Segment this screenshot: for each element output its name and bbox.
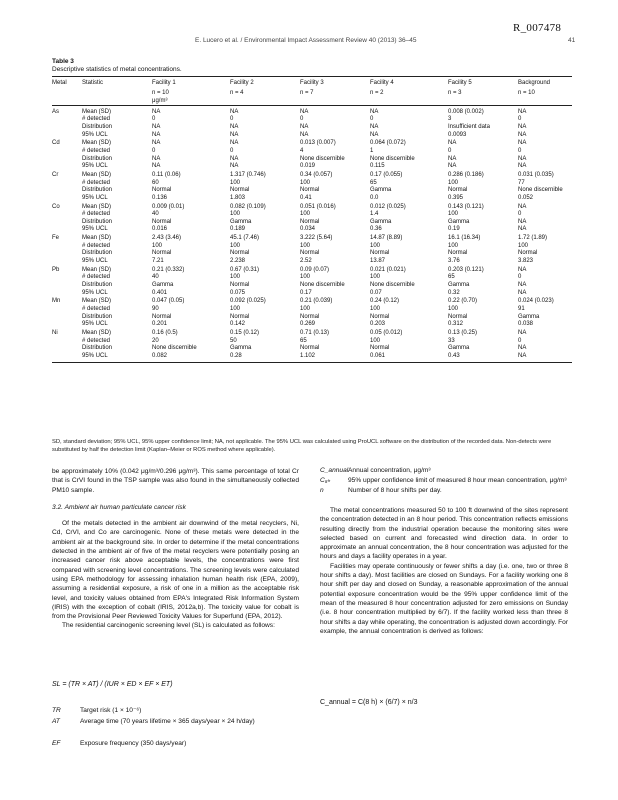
table-cell: 100 [448,306,459,312]
table-cell: # detected [82,179,111,186]
right-paragraph-2: Facilities may operate continuously or fewer shifts a day (i.e. one, two or three 8 hour shifts a day). Most facilities are closed on Sundays. For a facility working one 8 hour shift per day and closed on Sunday, a reasonable approximation of the annual potential exposure concentration would be the 95% upper confidence limit of the mean of the measured 8 hour concentration adjusted for zero emissions on Sunday (i.e. 8 hour concentration multiplied by 6/7). If the facility worked less than three 8 hour shifts a day while operating, the concentration is adjusted down accordingly. For example, the annual concentration is derived as follows: [320,562,569,635]
table-cell: Distribution [82,313,113,320]
table-metal-cell: Co [52,203,60,210]
table-cell: 90 [152,306,159,312]
table-cell: 0.0 [370,194,379,201]
table-header-cell: Background [518,80,551,86]
table-cell: 0.012 (0.025) [370,203,406,210]
table-cell: NA [518,155,527,162]
table-cell: 0 [518,116,522,123]
table-cell: 0.136 [152,194,168,201]
table-units-cell: μg/m³ [152,98,168,105]
table-cell: Gamma [448,218,470,225]
table-cell: 0.092 (0.025) [230,298,266,305]
table-cell: 0.312 [448,321,464,328]
table-n-cell: n = 2 [370,89,384,96]
table-cell: 77 [518,179,525,186]
table-cell: 0.67 (0.31) [230,266,260,273]
table-cell: 65 [300,337,307,344]
table-cell: 65 [370,179,377,186]
table-cell: Distribution [82,124,113,130]
left-paragraph-1: be approximately 10% (0.042 μg/m³/0.296 μg/m³). This same percentage of total Cr that is CrVI found in the TSP sample was also found in the simultaneously collected PM10 sample. [52,468,299,494]
definition-text: Target risk (1 × 10⁻⁶) [80,707,142,714]
table-cell: Gamma [448,345,470,352]
table-cell: Normal [518,250,538,257]
table-cell: # detected [82,211,111,218]
table-cell: 0.031 (0.035) [518,172,554,178]
table-cell: 0.009 (0.01) [152,203,185,210]
table-cell: Mean (SD) [82,330,112,336]
table-cell: 2.52 [300,258,312,264]
table-cell: 0.142 [230,321,246,328]
table-cell: 1.803 [230,194,246,201]
table-cell: 100 [370,337,381,344]
table-cell: 20 [152,337,159,344]
table-cell: 13.87 [370,258,386,264]
table-cell: 0.17 [300,289,312,296]
table-cell: 3 [448,116,452,123]
table-cell: 0.061 [370,352,386,359]
table-cell: 95% UCL [82,131,108,138]
table-cell: 0.395 [448,194,464,201]
table-cell: NA [300,108,309,115]
definition-symbol: AT [52,718,60,725]
table-cell: 0.189 [230,226,246,233]
table-cell: NA [518,330,527,336]
table-cell: 0.064 (0.072) [370,140,406,147]
table-metal-cell: Cd [52,140,60,147]
table-cell: Gamma [518,313,540,320]
table-cell: NA [518,140,527,147]
table-cell: Normal [152,218,172,225]
table-cell: NA [518,131,527,138]
right-paragraph-1: The metal concentrations measured 50 to 100 ft downwind of the sites represent the concentration detected in an 8 hour period. This concentration reflects emissions resulting directly from the industrial operation because the monitoring sites were selected based on current and forecasted wind direction data. In order to approximate an annual concentration, the 8 hour concentration was adjusted for the hours and days a facility operates in a year. [320,507,568,561]
table-cell: 40 [152,274,159,281]
table-cell: 0.15 (0.12) [230,330,260,336]
table-cell: 0 [370,116,374,123]
table-cell: 7.21 [152,258,164,264]
table-cell: 0.16 (0.5) [152,330,178,336]
table-cell: 100 [370,306,381,312]
bates-number: R_007478 [513,22,562,34]
table-cell: 0.203 (0.121) [448,266,484,273]
table-cell: Insufficient data [448,124,490,130]
table-cell: None discernible [152,345,197,352]
definition-text: Annual concentration, μg/m³ [348,467,431,474]
table-n-cell: n = 4 [230,89,244,96]
table-cell: # detected [82,306,111,312]
table-cell: Normal [230,250,250,257]
table-cell: NA [518,345,527,352]
table-cell: None discernible [300,155,345,162]
table-title: Table 3 [52,58,74,65]
table-cell: 0.22 (0.70) [448,298,478,305]
table-cell: Mean (SD) [82,172,112,178]
table-cell: NA [230,155,239,162]
table-cell: 91 [518,306,525,312]
table-cell: 0.013 (0.007) [300,140,336,147]
table-cell: 0 [518,211,522,218]
table-cell: 3.76 [448,258,460,264]
table-header-cell: Statistic [82,80,104,86]
table-cell: NA [518,124,527,130]
table-cell: 100 [448,242,459,249]
table-metal-cell: Fe [52,235,60,242]
table-cell: NA [518,266,527,273]
definition-text: 95% upper confidence limit of measured 8 hour mean concentration, μg/m³ [348,477,567,484]
table-cell: 100 [370,242,381,249]
table-cell: 100 [448,179,459,186]
table-cell: 14.87 (8.89) [370,235,403,242]
table-cell: 95% UCL [82,258,108,264]
table-cell: 0 [152,116,156,123]
section-heading: 3.2. Ambient air human particulate cancer risk [52,503,186,511]
table-cell: 60 [152,179,159,186]
table-cell: 0.008 (0.002) [448,108,484,115]
table-cell: Normal [370,313,390,320]
table-cell: Gamma [230,345,252,352]
table-cell: NA [300,124,309,130]
table-n-cell: n = 10 [152,89,169,96]
table-cell: Gamma [448,282,470,288]
table-rule [52,76,572,77]
table-cell: 0.203 [370,321,386,328]
table-metal-cell: Pb [52,266,60,273]
table-cell: Distribution [82,282,113,288]
table-cell: 95% UCL [82,321,108,328]
table-cell: Mean (SD) [82,266,112,273]
table-cell: NA [518,282,527,288]
table-cell: 0.32 [448,289,460,296]
table-cell: NA [230,163,239,170]
table-cell: 0.43 [448,352,460,359]
table-cell: 0.115 [370,163,385,170]
table-cell: Distribution [82,187,113,194]
left-column [52,467,299,631]
table-cell: Mean (SD) [82,140,112,147]
table-cell: 0.11 (0.06) [152,172,181,178]
table-header-cell: Facility 4 [370,80,394,86]
table-cell: NA [448,155,457,162]
table-cell: NA [370,108,379,115]
table-cell: NA [230,131,239,138]
table-cell: 0 [518,274,522,281]
table-n-cell: n = 7 [300,89,314,96]
running-head-text: E. Lucero et al. / Environmental Impact Assessment Review 40 (2013) 36–45 [195,37,417,44]
table-cell: 0.143 (0.121) [448,203,484,210]
table-cell: 0.24 (0.12) [370,298,400,305]
table-cell: 100 [230,274,241,281]
table-cell: 0.024 (0.023) [518,298,554,305]
table-cell: 100 [230,242,241,249]
table-cell: 95% UCL [82,163,108,170]
table-cell: NA [370,124,379,130]
table-cell: 0.34 (0.057) [300,172,333,178]
table-n-cell: n = 10 [518,89,535,96]
table-cell: 50 [230,337,237,344]
table-cell: Normal [230,313,250,320]
table-cell: NA [152,108,161,115]
definition-symbol: C₈ₕ [320,477,331,484]
left-paragraph-3: The residential carcinogenic screening level (SL) is calculated as follows: [62,622,275,630]
definition-symbol: EF [52,740,61,747]
table-cell: 100 [230,211,241,218]
table-cell: Normal [300,218,320,225]
table-cell: 65 [448,274,455,281]
page-number: 41 [568,37,576,44]
table-cell: Normal [230,282,250,288]
table-cell: NA [518,108,527,115]
table-cell: 0.082 [152,352,168,359]
table-cell: 0.0093 [448,131,467,138]
table-rule [52,362,572,363]
table-cell: NA [518,203,527,210]
table-cell: 0 [448,148,452,154]
table-cell: NA [370,131,379,138]
table-cell: 0.28 [230,352,242,359]
table-footnote: SD, standard deviation; 95% UCL, 95% upper confidence limit; NA, not applicable. The 95% UCL was calculated using ProUCL software on the distribution of the recorded data. Non-detects were substituted by half the detection limit (Kaplan–Meier or ROS method where applicable). [52,439,552,453]
table-cell: 0.038 [518,321,534,328]
table-cell: Normal [448,313,468,320]
table-cell: None discernible [518,187,563,194]
table-rule [52,105,572,106]
definition-symbol: TR [52,707,61,714]
table-cell: 0.401 [152,289,168,296]
table-cell: 0.269 [300,321,316,328]
table-cell: 0 [152,148,156,154]
table-cell: Normal [370,250,390,257]
table-cell: 100 [230,179,241,186]
table-cell: 0.286 (0.186) [448,172,484,178]
table-cell: Normal [300,345,320,352]
table-cell: Normal [370,345,390,352]
table-cell: NA [518,352,527,359]
table-header-cell: Facility 2 [230,80,254,86]
left-paragraph-2: Of the metals detected in the ambient air downwind of the metal recyclers, Ni, Cd, CrVI, and Co are carcinogenic. None of these metals were detected in the ambient air at the background site. In order to determine if the metal concentrations detected in the ambient air of five of the metal recyclers were potentially posing an increased cancer risk above acceptable levels, the concentrations were first compared with screening level concentrations. The screening levels were calculated using EPA methodology for assessing inhalation human health risk (EPA, 2009), assuming a residential exposure, a risk of one in a million as the acceptable risk level, and toxicity values obtained from EPA's Integrated Risk Information System (IRIS) with the exception of cobalt (IRIS, 2012a,b). The toxicity value for cobalt is from the Provisional Peer Reviewed Toxicity Values for Superfund (EPA, 2012). [52,520,299,621]
table-cell: NA [152,155,161,162]
table-header-cell: Metal [52,80,67,86]
table-cell: NA [152,140,161,147]
table-caption [52,58,182,74]
table-cell: 0.13 (0.25) [448,330,478,336]
table-cell: 0 [518,337,522,344]
table-cell: 16.1 (16.34) [448,235,481,242]
definition-text: Exposure frequency (350 days/year) [80,740,187,747]
table-cell: 95% UCL [82,194,108,201]
table-cell: Normal [230,187,250,194]
table-cell: 0.201 [152,321,168,328]
table-cell: Gamma [370,218,392,225]
table-cell: 33 [448,337,455,344]
table-cell: Distribution [82,250,113,257]
table-cell: 0.047 (0.05) [152,298,185,305]
table-cell: 0.17 (0.055) [370,172,403,178]
table-cell: 4 [300,148,304,154]
table-cell: 1.4 [370,211,379,218]
table-header-cell: Facility 5 [448,80,472,86]
table-cell: NA [518,289,527,296]
table-cell: Mean (SD) [82,203,112,210]
table-cell: None discernible [300,282,345,288]
table-cell: # detected [82,274,111,281]
table-cell: 0.19 [448,226,460,233]
annual-concentration-equation: C_annual = C(8 h) × (6/7) × n/3 [320,699,418,706]
table-cell: Gamma [370,187,392,194]
table-cell: 0.05 (0.012) [370,330,403,336]
table-metal-cell: Ni [52,330,58,336]
table-cell: 100 [300,274,311,281]
table-cell: 3.823 [518,258,534,264]
table-cell: 0.021 (0.021) [370,266,406,273]
table-cell: NA [230,124,239,130]
table-cell: Normal [152,313,172,320]
table-cell: Normal [300,313,320,320]
table-cell: NA [152,124,161,130]
table-cell: 1.102 [300,352,316,359]
table-cell: 1.72 (1.89) [518,235,548,242]
table-cell: NA [518,218,527,225]
table-cell: # detected [82,337,111,344]
table-cell: 100 [300,306,311,312]
table-cell: Normal [300,250,320,257]
table-cell: Distribution [82,218,113,225]
table-cell: Normal [152,250,172,257]
table-cell: Distribution [82,345,113,352]
table-cell: None discernible [370,282,415,288]
table-metal-cell: Cr [52,172,59,178]
table-cell: 0.051 (0.016) [300,203,336,210]
table-cell: Mean (SD) [82,235,112,242]
table-cell: Distribution [82,155,113,162]
table-cell: 45.1 (7.46) [230,235,260,242]
table-cell: 0 [230,148,234,154]
table-cell: 100 [370,274,381,281]
table-cell: NA [152,131,161,138]
table-cell: Normal [300,187,320,194]
table-cell: NA [230,140,239,147]
definition-text: Average time (70 years lifetime × 365 days/year × 24 h/day) [80,718,255,725]
table-cell: 100 [300,242,311,249]
table-cell: 0 [230,116,234,123]
definition-symbol: n [320,487,324,494]
table-metal-cell: As [52,108,60,115]
table-cell: 0.21 (0.332) [152,266,185,273]
table-header-cell: Facility 1 [152,80,176,86]
table-cell: Gamma [152,282,174,288]
table-cell: 1.317 (0.746) [230,172,266,178]
table-cell: 0.075 [230,289,246,296]
table-caption-text: Descriptive statistics of metal concentrations. [52,66,182,73]
table-cell: # detected [82,242,111,249]
table-header-cell: Facility 3 [300,80,324,86]
table-cell: 0.034 [300,226,316,233]
table-cell: 2.43 (3.46) [152,235,182,242]
table-cell: 0.71 (0.13) [300,330,330,336]
table-cell: Normal [448,250,468,257]
table-metal-cell: Mn [52,298,61,305]
definition-text: Number of 8 hour shifts per day. [348,487,442,494]
table-cell: 100 [152,242,163,249]
table-cell: 2.238 [230,258,246,264]
table-cell: 40 [152,211,159,218]
table-cell: NA [230,108,239,115]
table-cell: NA [448,140,457,147]
table-cell: 100 [230,306,241,312]
table-cell: 95% UCL [82,289,108,296]
table-cell: 0.09 (0.07) [300,266,330,273]
table-cell: 0.41 [300,194,312,201]
table-cell: 100 [448,211,459,218]
table-cell: NA [300,131,309,138]
table-cell: None discernible [370,155,415,162]
table-cell: Mean (SD) [82,298,112,305]
table-cell: Gamma [230,218,252,225]
table-cell: 95% UCL [82,352,108,359]
table-cell: NA [152,163,161,170]
table-cell: NA [518,226,527,233]
sl-equation: SL = (TR × AT) / (IUR × ED × EF × ET) [52,681,173,688]
table-cell: 0.019 [300,163,316,170]
table-cell: # detected [82,116,111,123]
table-cell: 100 [518,242,529,249]
table-cell: 0.052 [518,194,534,201]
table-cell: 100 [300,179,311,186]
table-cell: Normal [152,187,172,194]
table-cell: 0.21 (0.039) [300,298,333,305]
table-cell: Normal [448,187,468,194]
definition-symbol: C_annual [320,467,349,474]
table-cell: 1 [370,148,374,154]
table-cell: 100 [300,211,311,218]
table-cell: NA [448,163,457,170]
table-cell: 0 [518,148,522,154]
table-cell: 0 [300,116,304,123]
right-column [320,506,568,636]
table-cell: Mean (SD) [82,108,112,115]
table-cell: 0.36 [370,226,382,233]
table-cell: 0.07 [370,289,382,296]
table-cell: 0.016 [152,226,168,233]
table-cell: # detected [82,148,111,154]
table-cell: NA [518,163,527,170]
table-cell: 0.082 (0.109) [230,203,266,210]
table-cell: 95% UCL [82,226,108,233]
table-n-cell: n = 3 [448,89,462,96]
table-cell: 3.222 (5.64) [300,235,333,242]
